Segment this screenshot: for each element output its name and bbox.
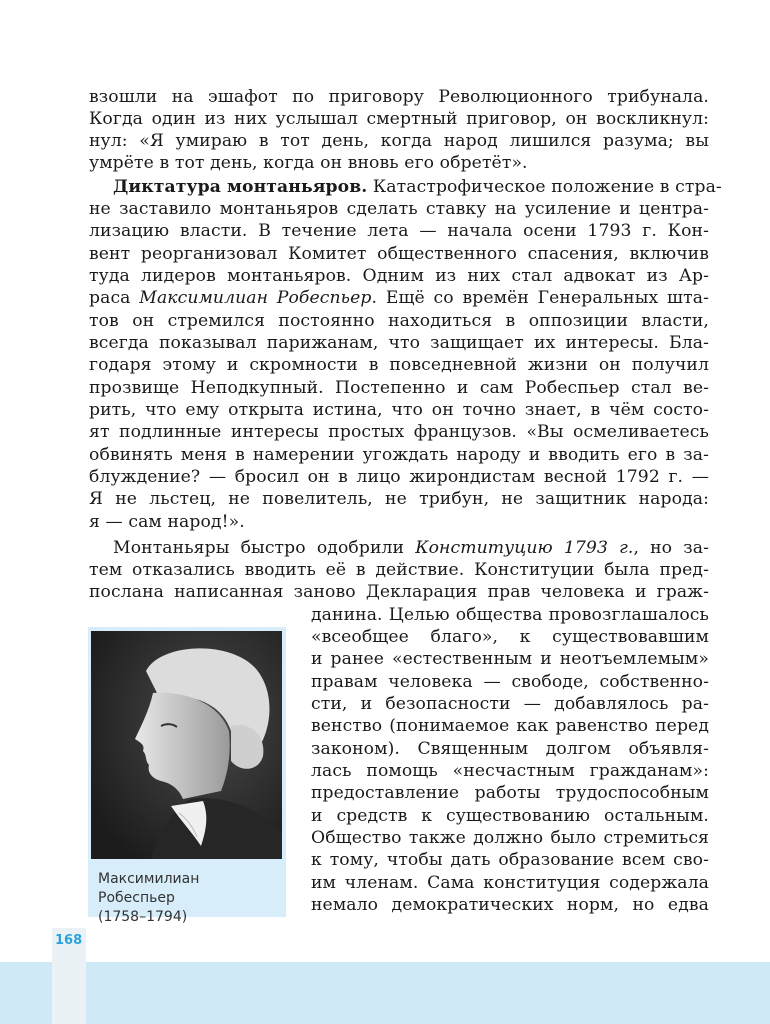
side-text-line: и ранее «естественным и неотъемлемым» <box>311 649 709 669</box>
paragraph-heading-line: Диктатура монтаньяров. Катастрофическое положение в стра- <box>113 177 722 197</box>
person-name-italic: Максимилиан Робеспьер <box>139 288 372 308</box>
text-line: тем отказались вводить её в действие. Конституции была пред- <box>89 560 709 580</box>
text-line: Когда один из них услышал смертный приговор, он воскликнул: <box>89 109 709 129</box>
text-line: прозвище Неподкупный. Постепенно и сам Робеспьер стал ве- <box>89 378 709 398</box>
side-text-line: законом). Священным долгом объявля- <box>311 739 709 759</box>
text-line: нул: «Я умираю в тот день, когда народ лишился разума; вы <box>89 131 709 151</box>
footer-band <box>0 962 770 1024</box>
text-line: годаря этому и скромности в повседневной жизни он получил <box>89 355 709 375</box>
caption-name: Максимилиан Робеспьер <box>98 871 200 906</box>
text-line: блуждение? — бросил он в лицо жирондистам весной 1792 г. — <box>89 467 709 487</box>
text-line: умрёте в тот день, когда он вновь его обретёт». <box>89 153 528 173</box>
text-line: раса Максимилиан Робеспьер. Ещё со времён Генеральных шта- <box>89 288 709 308</box>
robespierre-portrait <box>91 631 282 859</box>
text-line: туда лидеров монтаньяров. Одним из них стал адвокат из Ар- <box>89 266 709 286</box>
side-text-line: Общество также должно было стремиться <box>311 828 709 848</box>
text-line: лизацию власти. В течение лета — начала осени 1793 г. Кон- <box>89 221 709 241</box>
side-text-line: сти, и безопасности — добавлялось ра- <box>311 694 709 714</box>
side-text-line: немало демократических норм, но едва <box>311 895 709 915</box>
paragraph-heading: Диктатура монтаньяров. <box>113 177 368 197</box>
text-line: вент реорганизовал Комитет общественного спасения, включив <box>89 244 709 264</box>
text-line: взошли на эшафот по приговору Революционного трибунала. <box>89 87 709 107</box>
page-number: 168 <box>55 933 83 948</box>
portrait-image <box>91 631 282 859</box>
side-text-line: и средств к существованию остальным. <box>311 806 709 826</box>
side-text-line: лась помощь «несчастным гражданам»: <box>311 761 709 781</box>
side-text-line: «всеобщее благо», к существовавшим <box>311 627 709 647</box>
text-line: я — сам народ!». <box>89 512 245 532</box>
text-line: ят подлинные интересы простых французов. «Вы осмеливаетесь <box>89 422 709 442</box>
text-line: рить, что ему открыта истина, что он точно знает, в чём состо- <box>89 400 709 420</box>
side-text-line: к тому, чтобы дать образование всем сво- <box>311 850 709 870</box>
caption-years: (1758–1794) <box>98 909 188 925</box>
side-text-line: венство (понимаемое как равенство перед <box>311 716 709 736</box>
text-line: обвинять меня в намерении угождать народу и вводить его в за- <box>89 445 709 465</box>
side-text-line: правам человека — свободе, собственно- <box>311 672 709 692</box>
text-line: послана написанная заново Декларация прав человека и граж- <box>89 582 709 602</box>
constitution-italic: Конституцию 1793 г. <box>415 538 634 558</box>
figure-caption <box>98 870 280 927</box>
text-line: не заставило монтаньяров сделать ставку на усиление и центра- <box>89 199 709 219</box>
text-line: Я не льстец, не повелитель, не трибун, не защитник народа: <box>89 489 709 509</box>
text-line: всегда показывал парижанам, что защищает их интересы. Бла- <box>89 333 709 353</box>
side-text-line: предоставление работы трудоспособным <box>311 783 709 803</box>
side-text-line: им членам. Сама конституция содержала <box>311 873 709 893</box>
text-line: Монтаньяры быстро одобрили Конституцию 1793 г., но за- <box>113 538 709 558</box>
side-text-line: данина. Целью общества провозглашалось <box>311 605 709 625</box>
text-line: тов он стремился постоянно находиться в оппозиции власти, <box>89 311 709 331</box>
